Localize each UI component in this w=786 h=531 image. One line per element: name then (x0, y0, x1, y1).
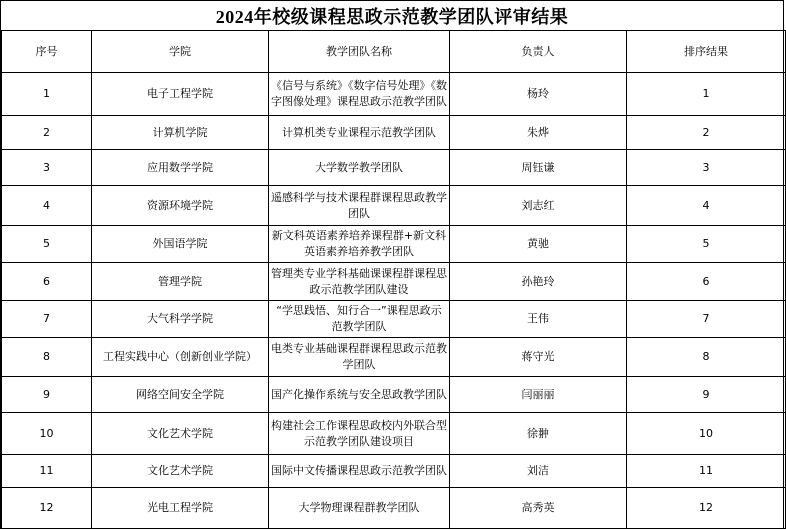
cell-team: “学思践悟、知行合一”课程思政示范教学团队 (269, 301, 450, 338)
cell-rank: 4 (627, 186, 786, 226)
cell-team: 《信号与系统》《数字信号处理》《数字图像处理》课程思政示范教学团队 (269, 73, 450, 116)
cell-rank: 12 (627, 488, 786, 529)
cell-rank: 7 (627, 301, 786, 338)
table-row (2, 186, 786, 226)
cell-no: 10 (2, 413, 92, 455)
cell-leader: 蒋守光 (450, 338, 627, 377)
cell-college: 管理学院 (92, 263, 269, 301)
table-row (2, 488, 786, 529)
cell-leader: 孙艳玲 (450, 263, 627, 301)
cell-rank: 8 (627, 338, 786, 377)
cell-rank: 5 (627, 226, 786, 263)
cell-no: 6 (2, 263, 92, 301)
results-table (1, 30, 786, 529)
header-row (2, 31, 786, 73)
col-header-college: 学院 (92, 31, 269, 73)
col-header-rank: 排序结果 (627, 31, 786, 73)
cell-college: 应用数学学院 (92, 150, 269, 186)
cell-no: 5 (2, 226, 92, 263)
cell-team: 计算机类专业课程示范教学团队 (269, 116, 450, 150)
cell-leader: 杨玲 (450, 73, 627, 116)
table-row (2, 338, 786, 377)
table-row (2, 150, 786, 186)
cell-leader: 黄驰 (450, 226, 627, 263)
cell-college: 光电工程学院 (92, 488, 269, 529)
cell-college: 文化艺术学院 (92, 413, 269, 455)
cell-team: 国际中文传播课程思政示范教学团队 (269, 455, 450, 488)
cell-leader: 王伟 (450, 301, 627, 338)
cell-leader: 刘洁 (450, 455, 627, 488)
cell-team: 新文科英语素养培养课程群+新文科英语素养培养教学团队 (269, 226, 450, 263)
cell-team: 大学数学教学团队 (269, 150, 450, 186)
table-row (2, 263, 786, 301)
page-title: 2024年校级课程思政示范教学团队评审结果 (215, 6, 569, 27)
table-row (2, 116, 786, 150)
table-row (2, 73, 786, 116)
cell-leader: 朱烨 (450, 116, 627, 150)
cell-college: 电子工程学院 (92, 73, 269, 116)
col-header-no: 序号 (2, 31, 92, 73)
cell-rank: 9 (627, 377, 786, 413)
cell-no: 3 (2, 150, 92, 186)
table-row (2, 413, 786, 455)
table-row (2, 377, 786, 413)
cell-team: 遥感科学与技术课程群课程思政教学团队 (269, 186, 450, 226)
cell-no: 9 (2, 377, 92, 413)
cell-college: 外国语学院 (92, 226, 269, 263)
col-header-leader: 负责人 (450, 31, 627, 73)
cell-leader: 高秀英 (450, 488, 627, 529)
cell-team: 电类专业基础课程群课程思政示范教学团队 (269, 338, 450, 377)
cell-team: 管理类专业学科基础课课程群课程思政示范教学团队建设 (269, 263, 450, 301)
cell-rank: 6 (627, 263, 786, 301)
cell-team: 构建社会工作课程思政校内外联合型示范教学团队建设项目 (269, 413, 450, 455)
cell-no: 4 (2, 186, 92, 226)
cell-rank: 3 (627, 150, 786, 186)
cell-no: 12 (2, 488, 92, 529)
cell-leader: 闫丽丽 (450, 377, 627, 413)
table-row (2, 301, 786, 338)
cell-college: 资源环境学院 (92, 186, 269, 226)
cell-no: 1 (2, 73, 92, 116)
cell-rank: 1 (627, 73, 786, 116)
cell-leader: 徐翀 (450, 413, 627, 455)
cell-no: 11 (2, 455, 92, 488)
cell-college: 文化艺术学院 (92, 455, 269, 488)
cell-team: 国产化操作系统与安全思政教学团队 (269, 377, 450, 413)
cell-college: 计算机学院 (92, 116, 269, 150)
cell-rank: 11 (627, 455, 786, 488)
cell-no: 2 (2, 116, 92, 150)
cell-college: 工程实践中心（创新创业学院） (92, 338, 269, 377)
table-row (2, 455, 786, 488)
cell-no: 8 (2, 338, 92, 377)
cell-college: 网络空间安全学院 (92, 377, 269, 413)
cell-leader: 周钰谦 (450, 150, 627, 186)
cell-rank: 10 (627, 413, 786, 455)
cell-leader: 刘志红 (450, 186, 627, 226)
cell-team: 大学物理课程群教学团队 (269, 488, 450, 529)
table-row (2, 226, 786, 263)
col-header-team: 教学团队名称 (269, 31, 450, 73)
cell-college: 大气科学学院 (92, 301, 269, 338)
cell-no: 7 (2, 301, 92, 338)
cell-rank: 2 (627, 116, 786, 150)
